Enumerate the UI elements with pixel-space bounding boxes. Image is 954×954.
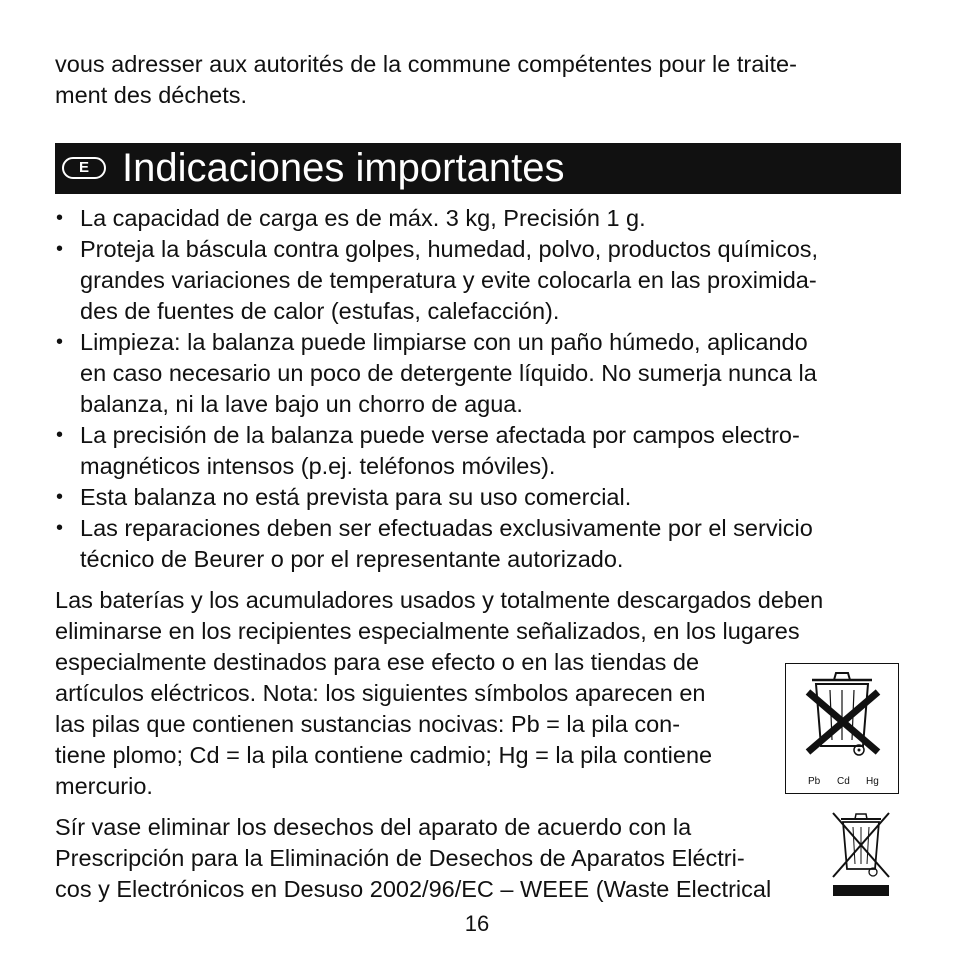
bullet-marker: •	[56, 331, 64, 353]
list-item: La capacidad de carga es de máx. 3 kg, Precisión 1 g.	[80, 205, 646, 231]
bullet-marker: •	[56, 238, 64, 260]
batteries-line-7: mercurio.	[55, 773, 153, 799]
list-item-continuation: balanza, ni la lave bajo un chorro de agua.	[80, 391, 523, 417]
list-item: La precisión de la balanza puede verse afectada por campos electro-	[80, 422, 800, 448]
weee-line-2: Prescripción para la Eliminación de Desechos de Aparatos Eléctri-	[55, 845, 745, 871]
list-item: Esta balanza no está prevista para su uso comercial.	[80, 484, 632, 510]
weee-symbol	[829, 809, 893, 899]
batteries-line-6: tiene plomo; Cd = la pila contiene cadmio; Hg = la pila contiene	[55, 742, 713, 768]
page-number: 16	[464, 911, 490, 936]
list-item: Las reparaciones deben ser efectuadas exclusivamente por el servicio	[80, 515, 813, 541]
crossed-bin-icon	[786, 664, 897, 792]
symbol-label-hg: Hg	[866, 776, 879, 787]
list-item-continuation: des de fuentes de calor (estufas, calefacción).	[80, 298, 560, 324]
batteries-line-4: artículos eléctricos. Nota: los siguientes símbolos aparecen en	[55, 680, 706, 706]
weee-line-1: Sír vase eliminar los desechos del aparato de acuerdo con la	[55, 814, 692, 840]
list-item-continuation: técnico de Beurer o por el representante autorizado.	[80, 546, 624, 572]
batteries-line-3: especialmente destinados para ese efecto o en las tiendas de	[55, 649, 700, 675]
battery-disposal-symbol	[785, 663, 899, 794]
bullet-marker: •	[56, 486, 64, 508]
intro-line-2: ment des déchets.	[55, 82, 248, 108]
batteries-line-2: eliminarse en los recipientes especialmente señalizados, en los lugares	[55, 618, 800, 644]
intro-line-1: vous adresser aux autorités de la commune compétentes pour le traite-	[55, 51, 797, 77]
symbol-label-cd: Cd	[837, 776, 850, 787]
batteries-line-1: Las baterías y los acumuladores usados y totalmente descargados deben	[55, 587, 824, 613]
symbol-label-pb: Pb	[808, 776, 821, 787]
section-title: Indicaciones importantes	[122, 146, 565, 190]
list-item-continuation: en caso necesario un poco de detergente líquido. No sumerja nunca la	[80, 360, 817, 386]
list-item-continuation: grandes variaciones de temperatura y evite colocarla en las proximida-	[80, 267, 817, 293]
list-item: Proteja la báscula contra golpes, humedad, polvo, productos químicos,	[80, 236, 819, 262]
list-item: Limpieza: la balanza puede limpiarse con un paño húmedo, aplicando	[80, 329, 808, 355]
bullet-marker: •	[56, 424, 64, 446]
list-item-continuation: magnéticos intensos (p.ej. teléfonos móviles).	[80, 453, 556, 479]
bullet-marker: •	[56, 207, 64, 229]
weee-line-3: cos y Electrónicos en Desuso 2002/96/EC – WEEE (Waste Electrical	[55, 876, 772, 902]
batteries-line-5: las pilas que contienen sustancias nocivas: Pb = la pila con-	[55, 711, 681, 737]
language-badge: E	[62, 157, 106, 179]
bullet-marker: •	[56, 517, 64, 539]
weee-crossed-bin-icon	[829, 809, 893, 899]
